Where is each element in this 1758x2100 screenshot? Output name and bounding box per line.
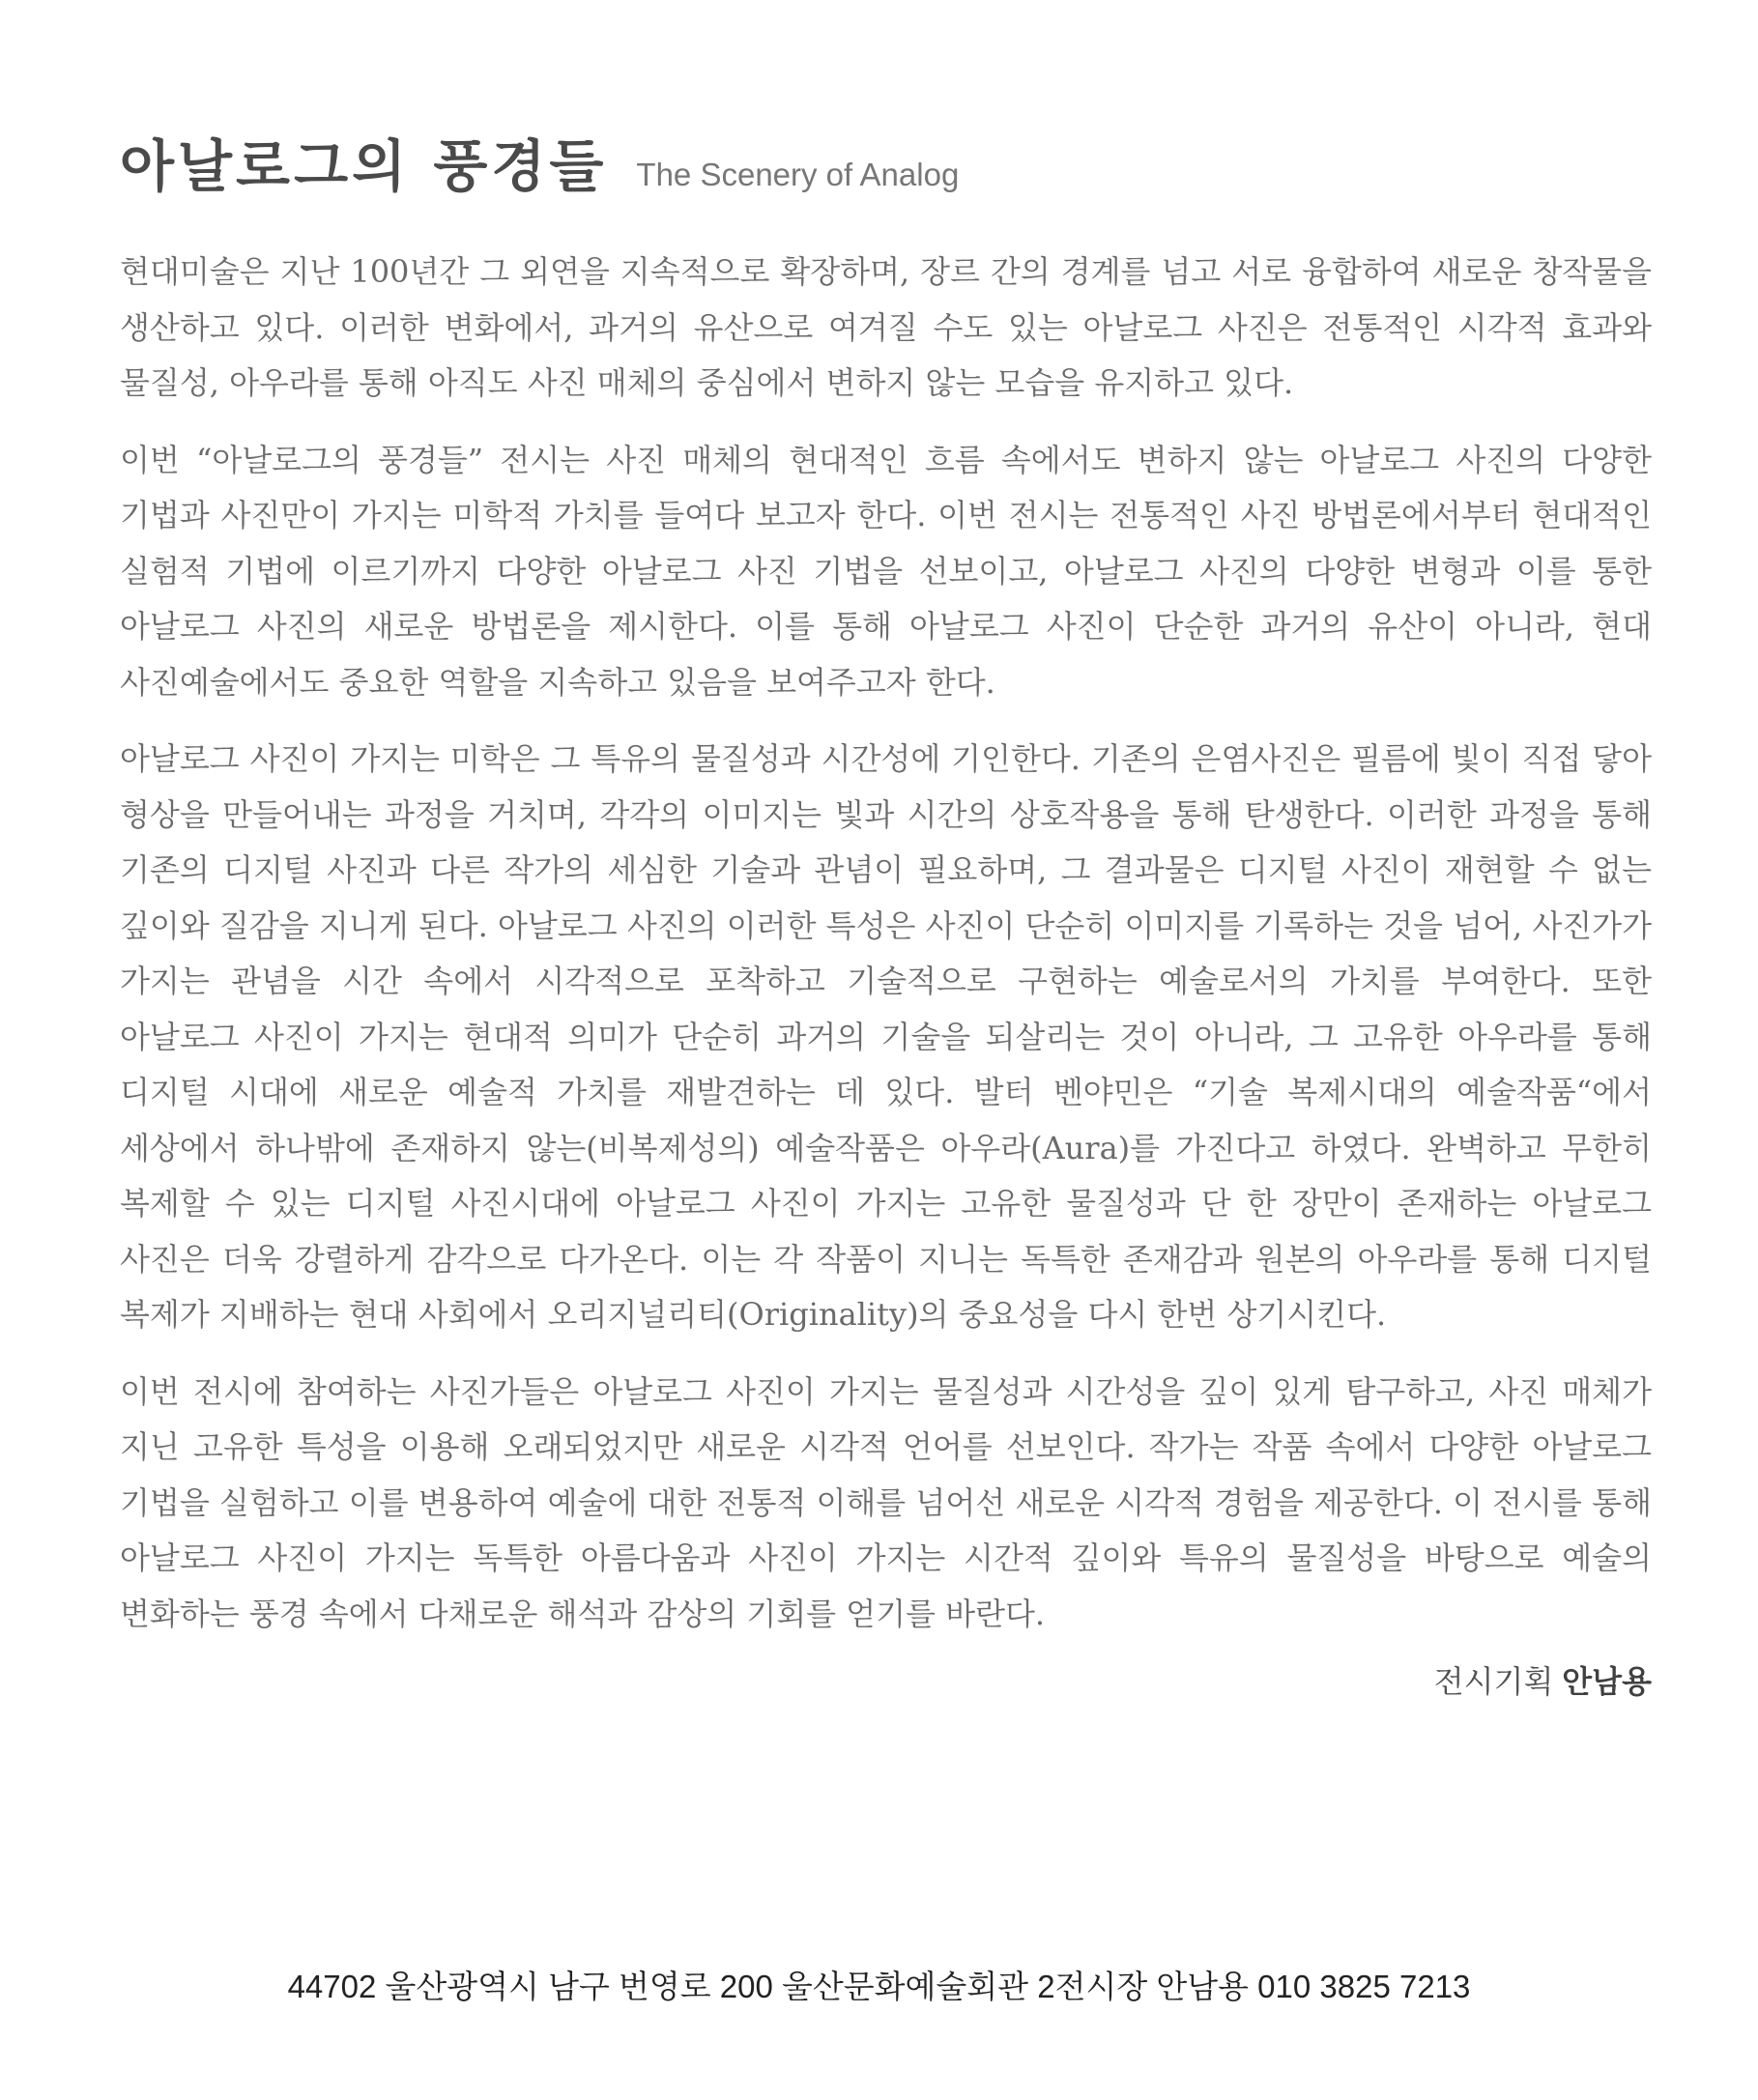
document-page (120, 121, 1652, 1702)
page-subtitle: The Scenery of Analog (636, 157, 960, 192)
body-paragraph-2: 이번 “아날로그의 풍경들” 전시는 사진 매체의 현대적인 흐름 속에서도 변하지 않는 아날로그 사진의 다양한 기법과 사진만이 가지는 미학적 가치를 들여다 보고자 한다. 이번 전시는 전통적인 사진 방법론에서부터 현대적인 실험적 기법에 이르기까지 다양한 아날로그 사진 기법을 선보이고, 아날로그 사진의 다양한 변형과 이를 통한 아날로그 사진의 새로운 방법론을 제시한다. 이를 통해 아날로그 사진이 단순한 과거의 유산이 아니라, 현대 사진예술에서도 중요한 역할을 지속하고 있음을 보여주고자 한다. (120, 441, 1653, 701)
title-row (120, 121, 1652, 202)
curator-credit (120, 1657, 1652, 1702)
page-title: 아날로그의 풍경들 (120, 133, 608, 199)
credit-name: 안남용 (1562, 1664, 1652, 1699)
body-paragraph-4: 이번 전시에 참여하는 사진가들은 아날로그 사진이 가지는 물질성과 시간성을 깊이 있게 탐구하고, 사진 매체가 지닌 고유한 특성을 이용해 오래되었지만 새로운 시각적 언어를 선보인다. 작가는 작품 속에서 다양한 아날로그 기법을 실험하고 이를 변용하여 예술에 대한 전통적 이해를 넘어선 새로운 시각적 경험을 제공한다. 이 전시를 통해 아날로그 사진이 가지는 독특한 아름다움과 사진이 가지는 시간적 깊이와 특유의 물질성을 바탕으로 예술의 변화하는 풍경 속에서 다채로운 해석과 감상의 기회를 얻기를 바란다. (120, 1372, 1652, 1632)
footer-address: 44702 울산광역시 남구 번영로 200 울산문화예술회관 2전시장 안남용 010 3825 7213 (287, 1969, 1471, 2004)
credit-role: 전시기획 (1433, 1664, 1554, 1699)
body-paragraph-1: 현대미술은 지난 100년간 그 외연을 지속적으로 확장하며, 장르 간의 경계를 넘고 서로 융합하여 새로운 창작물을 생산하고 있다. 이러한 변화에서, 과거의 유산으로 여겨질 수도 있는 아날로그 사진은 전통적인 시각적 효과와 물질성, 아우라를 통해 아직도 사진 매체의 중심에서 변하지 않는 모습을 유지하고 있다. (120, 253, 1652, 401)
body-paragraph-3: 아날로그 사진이 가지는 미학은 그 특유의 물질성과 시간성에 기인한다. 기존의 은염사진은 필름에 빛이 직접 닿아 형상을 만들어내는 과정을 거치며, 각각의 이미지는 빛과 시간의 상호작용을 통해 탄생한다. 이러한 과정을 통해 기존의 디지털 사진과 다른 작가의 세심한 기술과 관념이 필요하며, 그 결과물은 디지털 사진이 재현할 수 없는 깊이와 질감을 지니게 된다. 아날로그 사진의 이러한 특성은 사진이 단순히 이미지를 기록하는 것을 넘어, 사진가가 가지는 관념을 시간 속에서 시각적으로 포착하고 기술적으로 구현하는 예술로서의 가치를 부여한다. 또한 아날로그 사진이 가지는 현대적 의미가 단순히 과거의 기술을 되살리는 것이 아니라, 그 고유한 아우라를 통해 디지털 시대에 새로운 예술적 가치를 재발견하는 데 있다. 발터 벤야민은 “기술 복제시대의 예술작품“에서 세상에서 하나밖에 존재하지 않는(비복제성의) 예술작품은 아우라(Aura)를 가진다고 하였다. 완벽하고 무한히 복제할 수 있는 디지털 사진시대에 아날로그 사진이 가지는 고유한 물질성과 단 한 장만이 존재하는 아날로그 사진은 더욱 강렬하게 감각으로 다가온다. 이는 각 작품이 지니는 독특한 존재감과 원본의 아우라를 통해 디지털 복제가 지배하는 현대 사회에서 오리지널리티(Originality)의 중요성을 다시 한번 상기시킨다. (120, 740, 1652, 1333)
